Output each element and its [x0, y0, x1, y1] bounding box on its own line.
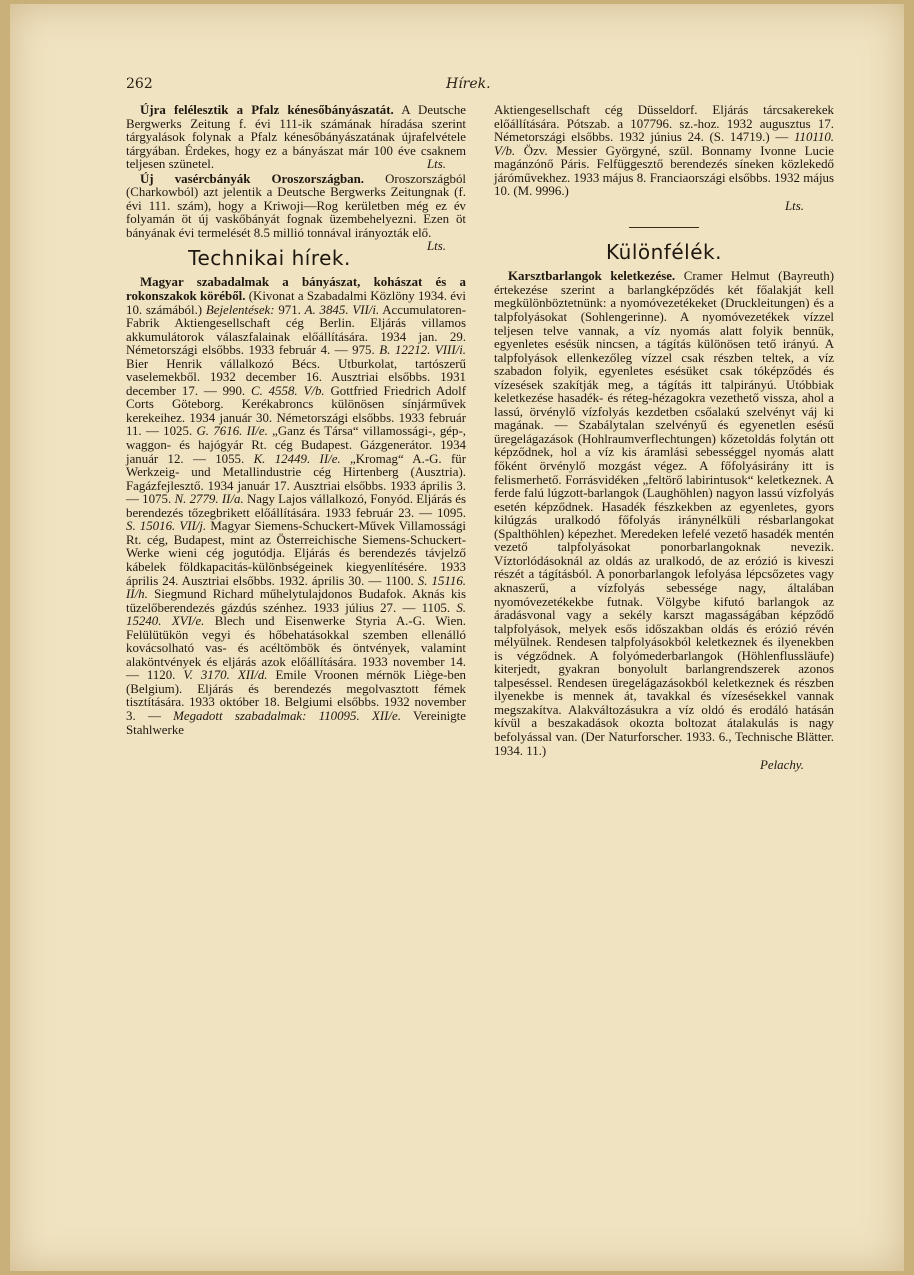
right-column	[494, 104, 834, 773]
article-karsztbarlangok	[494, 270, 834, 758]
page-header	[126, 76, 816, 96]
divider-rule	[629, 227, 699, 228]
signature: Lts.	[785, 198, 804, 213]
article-body: Oroszországból (Charkowból) azt jelentik a Deutsche Bergwerks Zeitungnak (f. évi 111. szám), hogy a Kriwoji—Rog kerületben még ez év folyamán öt új vaskőbányát fognak üzembehelyezni. Ezen öt bányának évi termelését 8.5 millió tonnával irányozták elő.	[126, 171, 467, 240]
article-oroszorszag	[126, 171, 467, 254]
article-title: Karsztbarlangok keletkezése.	[508, 269, 676, 284]
section-heading-technikai: Technikai hírek.	[188, 246, 351, 271]
article-pfalz	[126, 104, 466, 172]
signature-line	[494, 200, 834, 214]
article-body: A Deutsche Bergwerks Zeitung f. évi 111-ik számának híradása szerint tárgyalások folynak a Pfalz kénesőbányászatának újrafelvétele tárgyában. Érdekes, hogy ez a bányászat már 100 éve csaknem teljesen szünetel.	[126, 103, 467, 172]
signature: Lts.	[427, 239, 446, 254]
article-title: Magyar szabadalmak a bányászat, kohászat és a rokonszakok köréből.	[126, 275, 466, 304]
running-title: Hírek.	[446, 76, 491, 92]
document-page	[10, 4, 904, 1271]
article-body: Cramer Helmut (Bayreuth) értekezése szerint a barlangképződés két főalakját kell megkülönböztetnünk: a nyomóvezetékeket (Druckleitungen) és a talpfolyásokat (Sohlengerinne). A nyomóvezetékek vízzel teljesen telve vannak, a víz nyomás alatt folyik bennük, egyenletes esésük nincsen, a tágítás különösen tető irányú. A talpfolyások ellenkezőleg vízzel csak részben teltek, a víz szabadon folyik, egyenletes esésüket csak tóképződés és vízesések szakítják meg, a tágítás itt talpirányú. Utóbbiak keletkezése hasadék- és réteg-hézagokra vezethető vissza, ahol a lassú, örvénylő vízfolyás kezdetben csőalakú szelvényt váj ki magának. — Szabálytalan szelvényű és egyenetlen esésű üregelágazások (Hohlraumverflechtungen) kőzetoldás folytán ott képződnek, hol a víz kis áramlási sebességgel nyomás alatt főként örvénylő mozgást végez. A főfolyásirány itt is felismerhető. Forrásvidéken „feltörő labirintusok“ keletkeznek. A ferde falú lúgzott-barlangok (Laughöhlen) nagyon lassú vízfolyás esetén képződnek. Hasadék fészkekben az egyenletes, gyors kilúgzás uralkodó főfolyás iránynélküli résbarlangokat (Spalthöhlen) képezhet. Meredeken lefelé vezető hasadék mentén vezető talpfolyásokat ponorbarlangoknak nevezik. Víztorlódásoknál az oldás az uralkodó, de az erózió is kiveszi részét a tágításból. A ponorbarlangok lefolyása lépcsőzetes vagy aknaszerű, a vízfolyás sebessége nagy, általában nyomóvezetékekbe futnak. Völgybe kifutó barlangok az áradásvonal vagy a sekély karszt magasságában képződő talpfolyások, melyek esős időszakban oldás és erózió révén mélyülnek. Rendesen talpfolyásokból keletkeznek és ilyenekben is végződnek. A folyómederbarlangok (Höhlenflussläufe) kiterjedt, gyakran bonyolult barlangrendszerek azonos talpeséssel. Rendesen üregelágazásokból keletkeznek és részben ilyenekbe is mennek át, tavakkal és vízesésekkel vannak megszakítva. Alakváltozásukra a víz oldó és erodáló hatásán kívül a beszakadások okozta boltozat átalakulás is nagy befolyással van. (Der Naturforscher. 1933. 6., Technische Blätter. 1934. 11.)	[494, 269, 834, 758]
section-heading-kulonfelek: Különfélék.	[606, 240, 722, 265]
article-continuation: Aktiengesellschaft cég Düsseldorf. Eljárás tárcsakerekek előállítására. Pótszab. a 107796. sz.-hoz. 1932 augusztus 17. Németországi elsőbbs. 1932 június 24. (S. 14719.) — 110110. V/b. Özv. Messier Györgyné, szül. Bonnamy Ivonne Lucie magánzónő Páris. Felfüggesztő berendezés síneken közlekedő járóművekhez. 1933 május 8. Franciaországi elsőbbs. 1932 május 10. (M. 9996.)	[494, 103, 834, 199]
article-title: Újra felélesztik a Pfalz kénesőbányászatát.	[140, 103, 394, 117]
left-column	[126, 104, 466, 738]
article-title: Új vasércbányák Oroszországban.	[140, 171, 364, 186]
page-number: 262	[126, 76, 153, 92]
signature: Pelachy.	[759, 758, 804, 773]
signature: Lts.	[427, 157, 446, 172]
signature-line	[494, 759, 834, 773]
article-szabadalmak: Magyar szabadalmak a bányászat, kohászat és a rokonszakok köréből. (Kivonat a Szabadalmi Közlöny 1934. évi 10. számából.) Bejelentések: 971. A. 3845. VII/i. Accumulatoren-Fabrik Aktiengesellschaft cég Berlin. Eljárás villamos akkumulátorok válaszfalainak előállítására. 1934 jan. 29. Németországi elsőbbs. 1933 február 4. — 975. B. 12212. VIII/i. Bier Henrik vállalkozó Bécs. Utburkolat, tartószerű vaselemekből. 1932 december 16. Ausztriai elsőbbs. 1931 december 17. — 990. C. 4558. V/b. Gottfried Friedrich Adolf Corts Göteborg. Kerékabroncs különösen sínjárművek kerekeihez. 1934 január 30. Németországi elsőbbs. 1933 február 11. — 1025. G. 7616. II/e. „Ganz és Társa“ villamossági-, gép-, waggon- és hajógyár Rt. cég Budapest. Gázgenerátor. 1934 január 12. — 1055. K. 12449. II/e. „Kromag“ A.-G. für Werkzeig- und Metallindustrie cég Hirtenberg (Ausztria). Fagázfejlesztő. 1934 január 17. Ausztriai elsőbbs. 1933 április 3. — 1075. N. 2779. II/a. Nagy Lajos vállalkozó, Fonyód. Eljárás és berendezés tőzegbrikett előállítására. 1933 február 23. — 1095. S. 15016. VII/j. Magyar Siemens-Schuckert-Művek Villamossági Rt. cég, Budapest, mint az Österreichische Siemens-Schuckert-Werke wieni cég jogutódja. Eljárás és berendezés távjelző kábelek földkapacitás-különbségeinek kiegyenlítésére. 1933 április 24. Ausztriai elsőbbs. 1932. április 30. — 1100. S. 15116. II/h. Siegmund Richard műhelytulajdonos Budafok. Aknás kis tüzelőberendezés gázdús szénhez. 1933 július 27. — 1105. S. 15240. XVI/e. Blech und Eisenwerke Styria A.-G. Wien. Felülütükön vegyi és hőbehatásokkal szemben ellenálló kovácsolható vas- és acéltömbök és öntvények, valamint alaköntvények és eljárás azok előállítására. 1933 november 14. — 1120. V. 3170. XII/d. Emile Vroonen mérnök Liège-ben (Belgium). Eljárás és berendezés megolvasztott fémek tisztítására. 1933 október 18. Belgiumi elsőbbs. 1932 november 3. — Megadott szabadalmak: 110095. XII/e. Vereinigte Stahlwerke	[126, 275, 467, 737]
